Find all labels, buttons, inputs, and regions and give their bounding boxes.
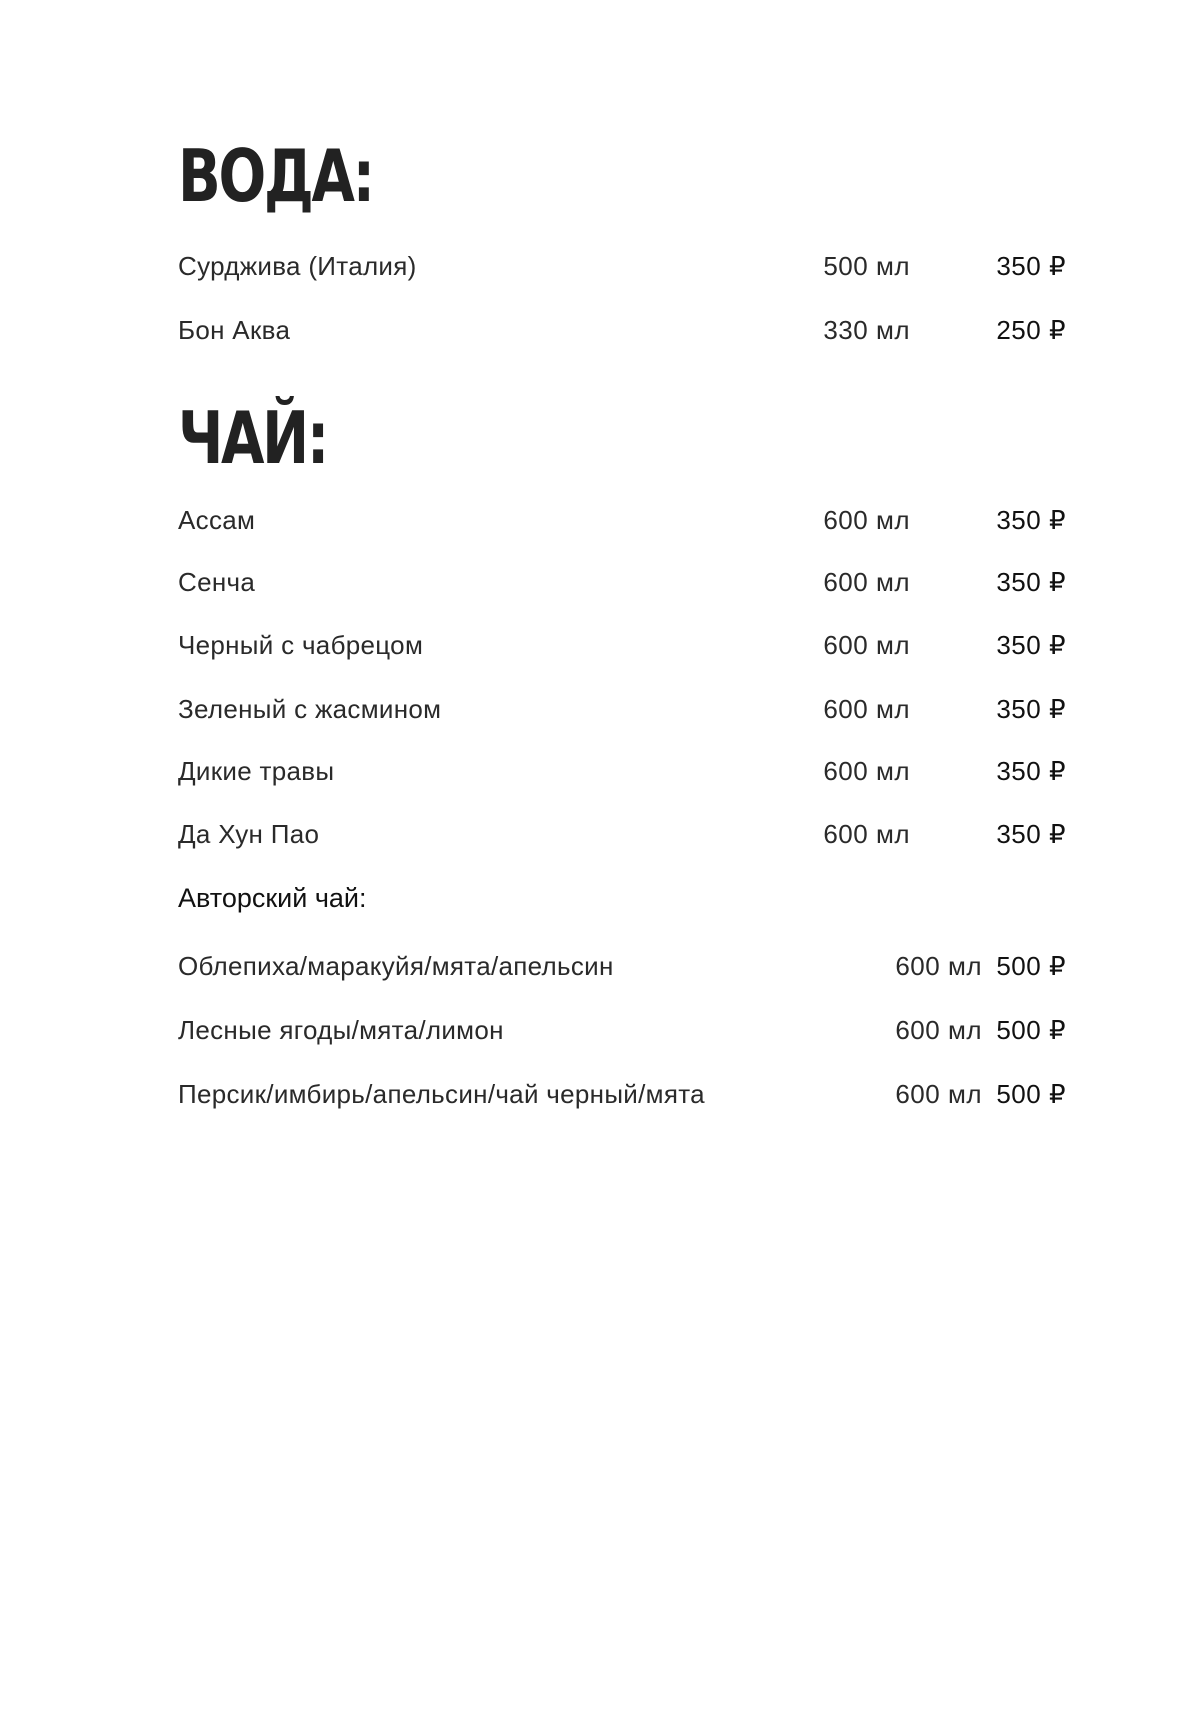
item-volume: 330 мл <box>823 315 910 345</box>
item-name: Да Хун Пао <box>178 819 320 849</box>
item-name: Черный с чабрецом <box>178 630 424 660</box>
item-price: 500 ₽ <box>996 1079 1066 1109</box>
item-name: Ассам <box>178 505 256 535</box>
author-tea-subtitle: Авторский чай: <box>178 883 367 913</box>
item-price: 500 ₽ <box>996 1015 1066 1045</box>
menu-item <box>178 753 1066 789</box>
item-price: 350 ₽ <box>996 694 1066 724</box>
item-volume: 600 мл <box>895 951 982 981</box>
item-volume: 600 мл <box>823 756 910 786</box>
item-volume: 600 мл <box>895 1015 982 1045</box>
item-price: 250 ₽ <box>996 315 1066 345</box>
item-volume: 600 мл <box>823 694 910 724</box>
item-name: Сурджива (Италия) <box>178 251 417 281</box>
menu-item <box>178 627 1066 663</box>
item-price: 350 ₽ <box>996 819 1066 849</box>
item-price: 350 ₽ <box>996 567 1066 597</box>
menu-item <box>178 1012 1066 1048</box>
item-price: 350 ₽ <box>996 630 1066 660</box>
item-volume: 500 мл <box>823 251 910 281</box>
item-name: Лесные ягоды/мята/лимон <box>178 1015 504 1045</box>
item-volume: 600 мл <box>823 819 910 849</box>
menu-item <box>178 1076 1066 1112</box>
item-name: Зеленый с жасмином <box>178 694 442 724</box>
menu-item <box>178 691 1066 727</box>
menu-item <box>178 816 1066 852</box>
item-name: Дикие травы <box>178 756 335 786</box>
menu-item <box>178 948 1066 984</box>
item-price: 350 ₽ <box>996 756 1066 786</box>
item-price: 350 ₽ <box>996 505 1066 535</box>
section-title-water: ВОДА: <box>178 134 373 218</box>
menu-item <box>178 248 1066 284</box>
item-price: 350 ₽ <box>996 251 1066 281</box>
section-title-tea: ЧАЙ: <box>178 396 327 480</box>
item-volume: 600 мл <box>823 630 910 660</box>
item-volume: 600 мл <box>823 505 910 535</box>
item-name: Облепиха/маракуйя/мята/апельсин <box>178 951 614 981</box>
item-name: Персик/имбирь/апельсин/чай черный/мята <box>178 1079 705 1109</box>
item-volume: 600 мл <box>895 1079 982 1109</box>
menu-item <box>178 502 1066 538</box>
menu-item <box>178 564 1066 600</box>
item-volume: 600 мл <box>823 567 910 597</box>
menu-item <box>178 312 1066 348</box>
item-price: 500 ₽ <box>996 951 1066 981</box>
item-name: Бон Аква <box>178 315 291 345</box>
item-name: Сенча <box>178 567 256 597</box>
